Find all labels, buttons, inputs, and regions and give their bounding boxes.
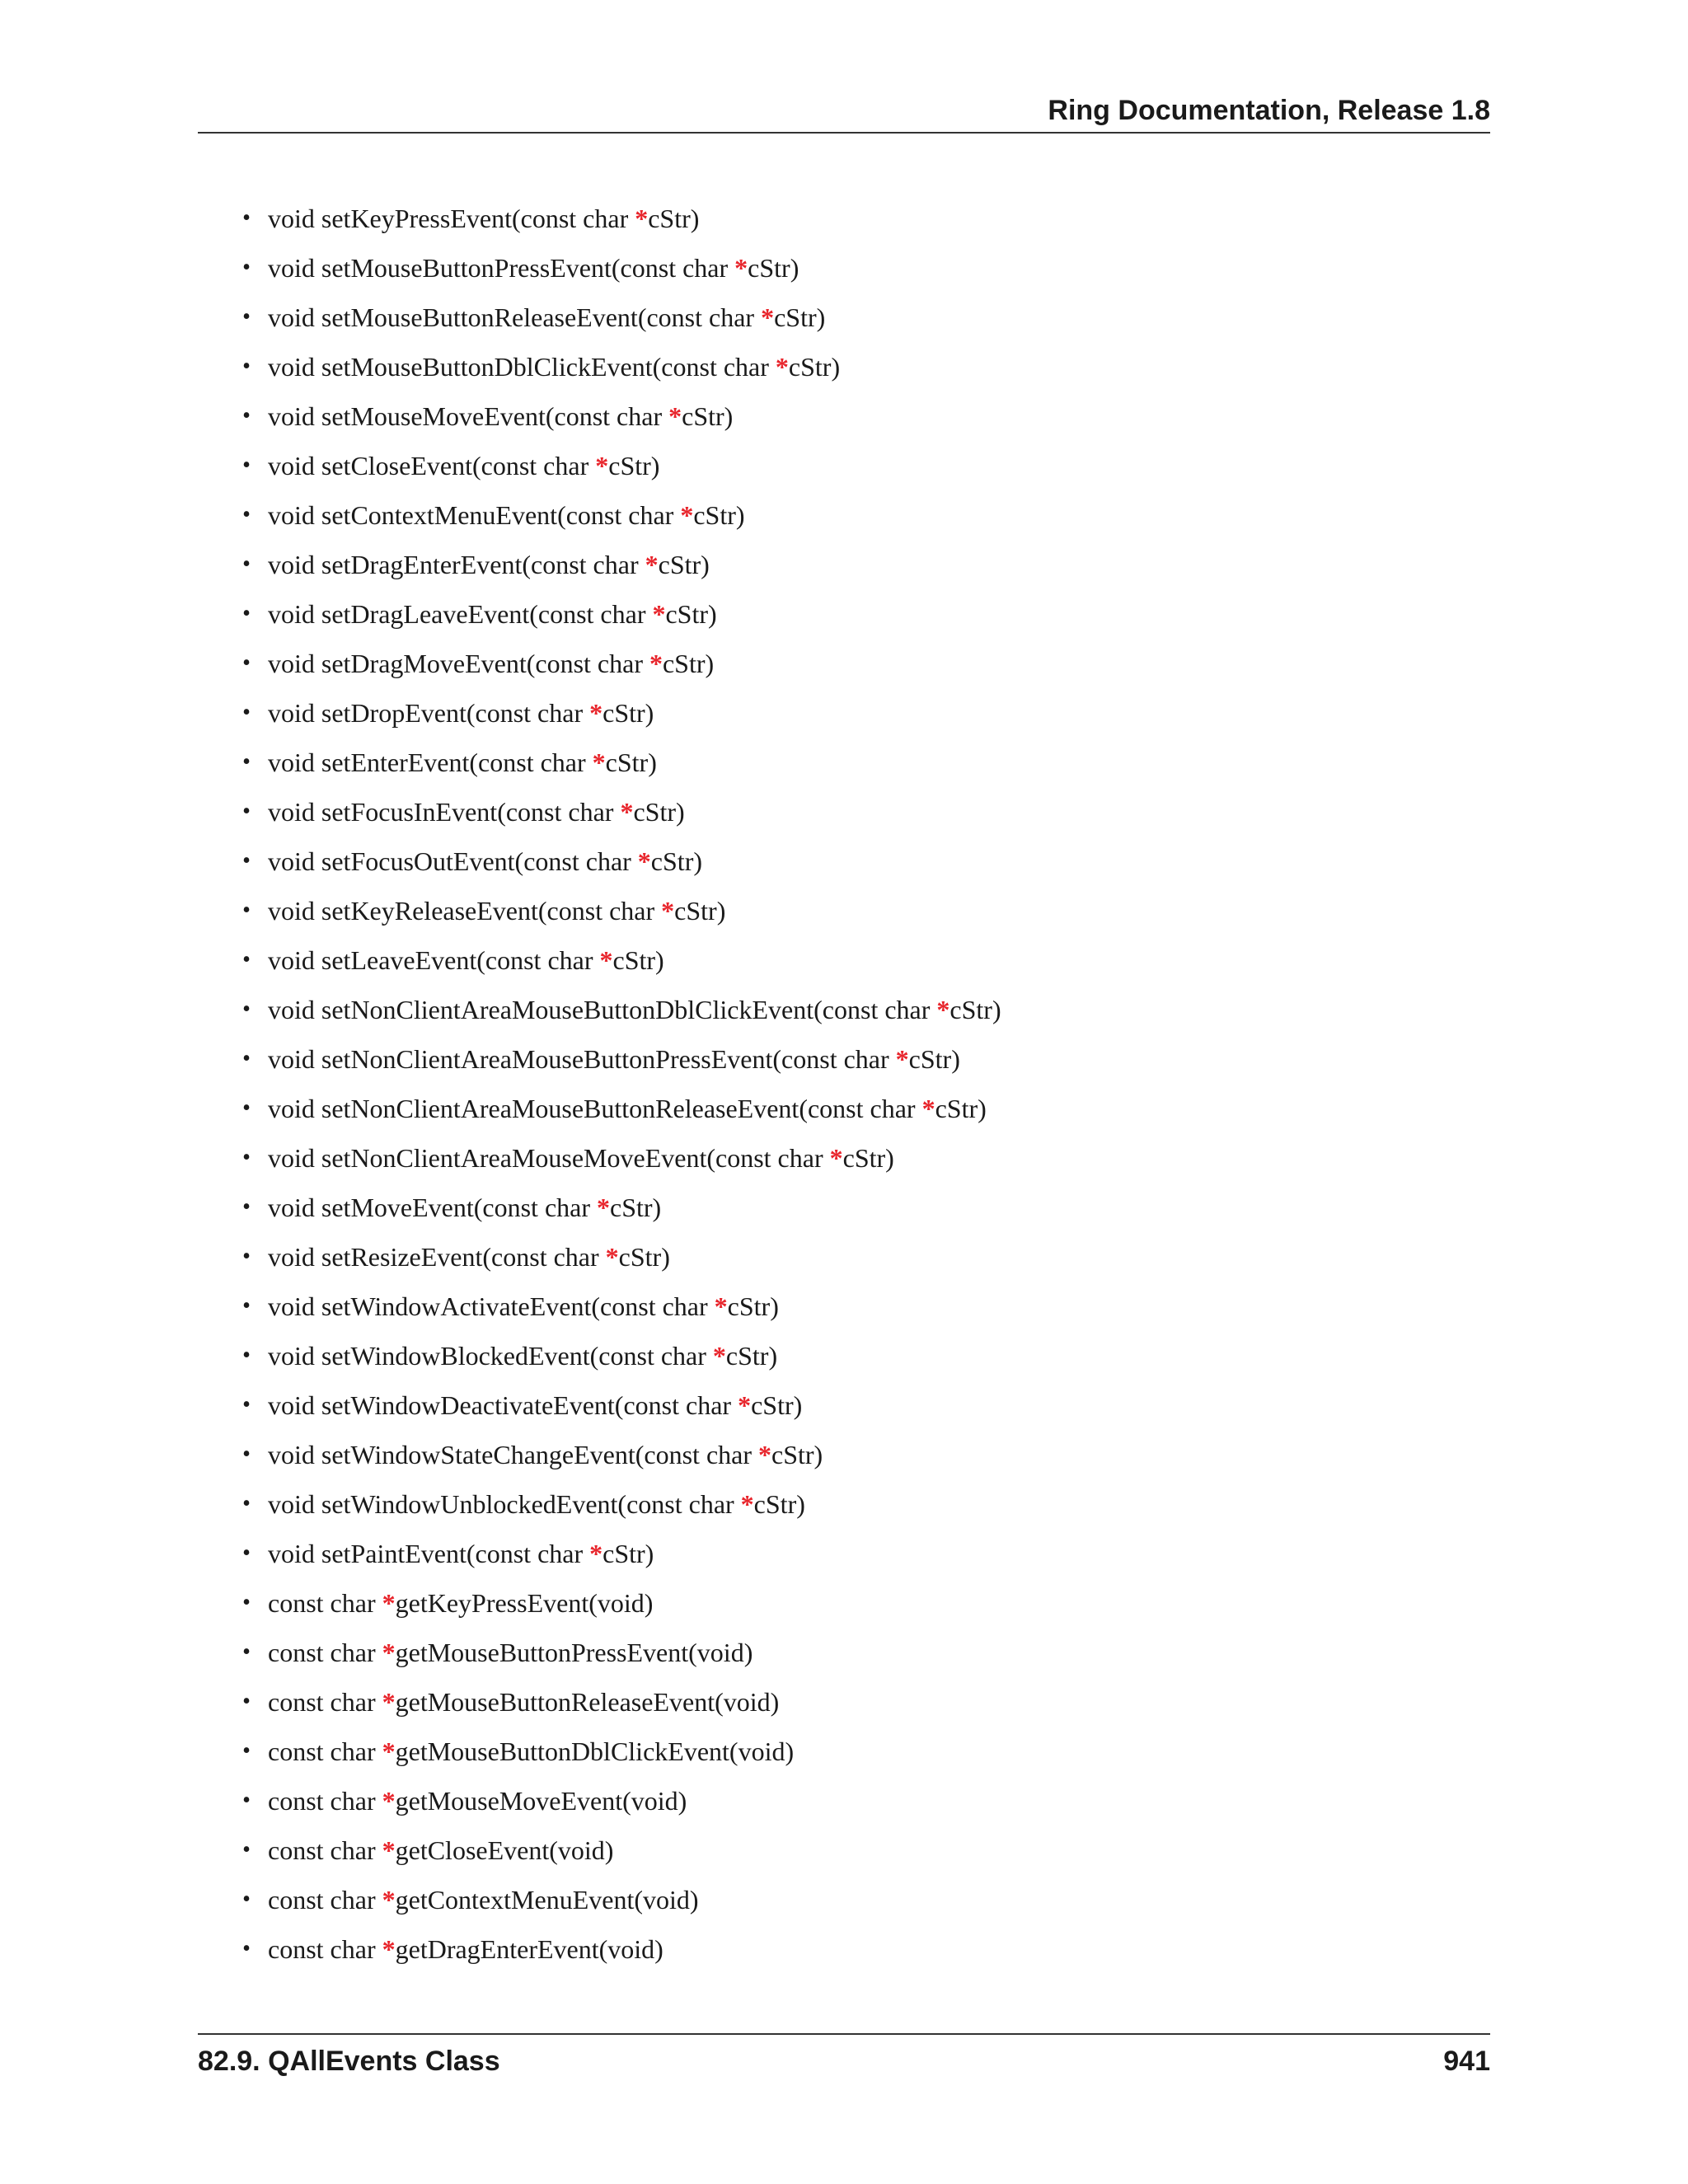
bullet-icon: •	[242, 1441, 251, 1467]
method-signature	[268, 639, 714, 688]
bullet-icon: •	[242, 354, 251, 379]
method-signature	[268, 1232, 670, 1282]
pointer-star: *	[761, 302, 775, 332]
pointer-star: *	[382, 1885, 396, 1915]
bullet-icon: •	[242, 1689, 251, 1714]
list-item	[239, 1034, 1475, 1084]
list-item	[239, 1380, 1475, 1430]
list-item	[239, 1776, 1475, 1825]
pointer-star: *	[382, 1588, 396, 1618]
method-list	[239, 194, 1475, 1974]
method-signature	[268, 1084, 987, 1133]
list-item	[239, 985, 1475, 1034]
signature-prefix: const char	[268, 1885, 382, 1915]
pointer-star: *	[645, 550, 659, 579]
method-signature	[268, 1133, 894, 1183]
pointer-star: *	[382, 1687, 396, 1717]
signature-suffix: cStr)	[648, 204, 700, 233]
signature-suffix: cStr)	[908, 1044, 960, 1074]
pointer-star: *	[382, 1786, 396, 1816]
list-item	[239, 1677, 1475, 1727]
signature-suffix: getMouseButtonDblClickEvent(void)	[395, 1736, 795, 1766]
method-signature	[268, 1479, 805, 1529]
pointer-star: *	[620, 797, 634, 827]
method-signature	[268, 490, 745, 540]
signature-prefix: void setDragEnterEvent(const char	[268, 550, 645, 579]
signature-suffix: getMouseButtonReleaseEvent(void)	[395, 1687, 780, 1717]
signature-suffix: cStr)	[774, 302, 826, 332]
bullet-icon: •	[242, 1392, 251, 1418]
list-item	[239, 1183, 1475, 1232]
signature-suffix: cStr)	[603, 1539, 654, 1568]
section-title: 82.9. QAllEvents Class	[198, 2046, 500, 2077]
signature-prefix: const char	[268, 1934, 382, 1964]
pointer-star: *	[734, 253, 748, 283]
bullet-icon: •	[242, 1293, 251, 1319]
pointer-star: *	[652, 599, 666, 629]
signature-prefix: const char	[268, 1736, 382, 1766]
pointer-star: *	[595, 451, 609, 480]
pointer-star: *	[637, 846, 651, 876]
method-signature	[268, 243, 799, 293]
signature-suffix: cStr)	[682, 401, 734, 431]
list-item	[239, 490, 1475, 540]
signature-suffix: cStr)	[633, 797, 685, 827]
list-item	[239, 935, 1475, 985]
method-signature	[268, 1380, 802, 1430]
pointer-star: *	[714, 1291, 728, 1321]
list-item	[239, 243, 1475, 293]
method-signature	[268, 787, 685, 837]
signature-suffix: cStr)	[605, 748, 657, 777]
bullet-icon: •	[242, 452, 251, 478]
list-item	[239, 738, 1475, 787]
bullet-icon: •	[242, 1738, 251, 1764]
method-signature	[268, 1331, 777, 1380]
signature-suffix: getContextMenuEvent(void)	[395, 1885, 699, 1915]
list-item	[239, 391, 1475, 441]
bullet-icon: •	[242, 1095, 251, 1121]
list-item	[239, 1232, 1475, 1282]
signature-suffix: cStr)	[950, 995, 1001, 1024]
method-signature	[268, 441, 659, 490]
signature-prefix: void setResizeEvent(const char	[268, 1242, 606, 1272]
signature-suffix: cStr)	[618, 1242, 670, 1272]
bullet-icon: •	[242, 947, 251, 972]
bullet-icon: •	[242, 898, 251, 923]
pointer-star: *	[382, 1736, 396, 1766]
page-header	[198, 92, 1490, 134]
signature-prefix: void setCloseEvent(const char	[268, 451, 596, 480]
signature-prefix: void setContextMenuEvent(const char	[268, 500, 681, 530]
bullet-icon: •	[242, 1936, 251, 1961]
signature-suffix: cStr)	[665, 599, 717, 629]
list-item	[239, 1430, 1475, 1479]
method-signature	[268, 540, 710, 589]
pointer-star: *	[661, 896, 675, 926]
bullet-icon: •	[242, 996, 251, 1022]
bullet-icon: •	[242, 749, 251, 775]
bullet-icon: •	[242, 700, 251, 725]
method-signature	[268, 194, 699, 243]
document-title: Ring Documentation, Release 1.8	[1048, 95, 1490, 126]
signature-suffix: getCloseEvent(void)	[395, 1835, 614, 1865]
pointer-star: *	[649, 649, 663, 678]
method-signature	[268, 1430, 823, 1479]
method-signature	[268, 1727, 794, 1776]
signature-suffix: cStr)	[751, 1390, 803, 1420]
list-item	[239, 1282, 1475, 1331]
bullet-icon: •	[242, 848, 251, 874]
signature-prefix: void setFocusInEvent(const char	[268, 797, 621, 827]
pointer-star: *	[829, 1143, 843, 1173]
signature-prefix: void setNonClientAreaMouseButtonDblClickEvent(const char	[268, 995, 937, 1024]
method-signature	[268, 935, 664, 985]
signature-suffix: cStr)	[788, 352, 841, 382]
pointer-star: *	[758, 1440, 771, 1469]
method-signature	[268, 886, 725, 935]
list-item	[239, 194, 1475, 243]
signature-suffix: cStr)	[603, 698, 654, 728]
bullet-icon: •	[242, 1590, 251, 1615]
method-signature	[268, 985, 1001, 1034]
bullet-icon: •	[242, 205, 251, 231]
bullet-icon: •	[242, 403, 251, 429]
signature-suffix: cStr)	[753, 1489, 805, 1519]
method-signature	[268, 1825, 613, 1875]
list-item	[239, 1133, 1475, 1183]
method-signature	[268, 1677, 779, 1727]
method-signature	[268, 1034, 960, 1084]
signature-prefix: const char	[268, 1638, 382, 1667]
bullet-icon: •	[242, 551, 251, 577]
signature-suffix: cStr)	[662, 649, 715, 678]
method-signature	[268, 1183, 661, 1232]
pointer-star: *	[592, 748, 606, 777]
signature-suffix: cStr)	[771, 1440, 823, 1469]
signature-suffix: getMouseButtonPressEvent(void)	[395, 1638, 753, 1667]
method-signature	[268, 342, 840, 391]
method-signature	[268, 738, 657, 787]
list-item	[239, 837, 1475, 886]
bullet-icon: •	[242, 1343, 251, 1368]
signature-prefix: const char	[268, 1786, 382, 1816]
list-item	[239, 589, 1475, 639]
pointer-star: *	[382, 1835, 396, 1865]
signature-prefix: void setWindowBlockedEvent(const char	[268, 1341, 713, 1371]
pointer-star: *	[599, 945, 613, 975]
signature-prefix: void setMouseButtonDblClickEvent(const char	[268, 352, 776, 382]
signature-prefix: void setMouseButtonPressEvent(const char	[268, 253, 735, 283]
method-signature	[268, 293, 825, 342]
list-item	[239, 1628, 1475, 1677]
signature-prefix: const char	[268, 1588, 382, 1618]
signature-suffix: cStr)	[608, 451, 660, 480]
pointer-star: *	[589, 698, 603, 728]
signature-suffix: getDragEnterEvent(void)	[395, 1934, 663, 1964]
signature-prefix: void setLeaveEvent(const char	[268, 945, 600, 975]
method-signature	[268, 1924, 663, 1974]
signature-prefix: const char	[268, 1835, 382, 1865]
signature-prefix: void setNonClientAreaMouseMoveEvent(const char	[268, 1143, 830, 1173]
bullet-icon: •	[242, 1540, 251, 1566]
method-signature	[268, 1628, 753, 1677]
page-footer	[198, 2033, 1490, 2081]
pointer-star: *	[382, 1934, 396, 1964]
signature-prefix: void setWindowActivateEvent(const char	[268, 1291, 715, 1321]
bullet-icon: •	[242, 1244, 251, 1269]
signature-suffix: cStr)	[748, 253, 799, 283]
signature-suffix: cStr)	[842, 1143, 894, 1173]
bullet-icon: •	[242, 650, 251, 676]
method-signature	[268, 1529, 654, 1578]
list-item	[239, 441, 1475, 490]
bullet-icon: •	[242, 1639, 251, 1665]
signature-suffix: cStr)	[727, 1291, 779, 1321]
list-item	[239, 688, 1475, 738]
signature-prefix: void setDragMoveEvent(const char	[268, 649, 649, 678]
method-signature	[268, 1578, 653, 1628]
signature-prefix: void setWindowUnblockedEvent(const char	[268, 1489, 741, 1519]
bullet-icon: •	[242, 1788, 251, 1813]
bullet-icon: •	[242, 1491, 251, 1516]
signature-suffix: cStr)	[935, 1094, 987, 1123]
pointer-star: *	[921, 1094, 935, 1123]
pointer-star: *	[597, 1193, 610, 1222]
pointer-star: *	[605, 1242, 619, 1272]
signature-suffix: getMouseMoveEvent(void)	[395, 1786, 687, 1816]
list-item	[239, 1331, 1475, 1380]
signature-prefix: void setNonClientAreaMouseButtonReleaseEvent(const char	[268, 1094, 922, 1123]
list-item	[239, 886, 1475, 935]
method-signature	[268, 688, 654, 738]
list-item	[239, 1924, 1475, 1974]
method-signature	[268, 1282, 779, 1331]
bullet-icon: •	[242, 1886, 251, 1912]
signature-prefix: void setMouseButtonReleaseEvent(const char	[268, 302, 762, 332]
list-item	[239, 540, 1475, 589]
signature-prefix: void setPaintEvent(const char	[268, 1539, 590, 1568]
bullet-icon: •	[242, 1145, 251, 1170]
signature-prefix: void setEnterEvent(const char	[268, 748, 593, 777]
signature-prefix: const char	[268, 1687, 382, 1717]
signature-prefix: void setDropEvent(const char	[268, 698, 590, 728]
signature-prefix: void setKeyPressEvent(const char	[268, 204, 635, 233]
signature-suffix: cStr)	[650, 846, 702, 876]
list-item	[239, 1727, 1475, 1776]
signature-suffix: getKeyPressEvent(void)	[395, 1588, 654, 1618]
signature-suffix: cStr)	[674, 896, 726, 926]
signature-prefix: void setKeyReleaseEvent(const char	[268, 896, 662, 926]
pointer-star: *	[668, 401, 682, 431]
list-item	[239, 639, 1475, 688]
bullet-icon: •	[242, 255, 251, 280]
pointer-star: *	[895, 1044, 909, 1074]
signature-prefix: void setWindowStateChangeEvent(const char	[268, 1440, 758, 1469]
list-item	[239, 1084, 1475, 1133]
pointer-star: *	[775, 352, 789, 382]
bullet-icon: •	[242, 601, 251, 626]
list-item	[239, 1825, 1475, 1875]
pointer-star: *	[712, 1341, 726, 1371]
pointer-star: *	[740, 1489, 754, 1519]
pointer-star: *	[589, 1539, 603, 1568]
signature-suffix: cStr)	[658, 550, 710, 579]
bullet-icon: •	[242, 502, 251, 527]
list-item	[239, 1578, 1475, 1628]
page-number: 941	[1443, 2046, 1490, 2077]
method-signature	[268, 1875, 699, 1924]
bullet-icon: •	[242, 304, 251, 330]
method-signature	[268, 391, 733, 441]
pointer-star: *	[382, 1638, 396, 1667]
signature-prefix: void setMoveEvent(const char	[268, 1193, 597, 1222]
list-item	[239, 787, 1475, 837]
method-signature	[268, 1776, 687, 1825]
list-item	[239, 293, 1475, 342]
signature-suffix: cStr)	[693, 500, 745, 530]
bullet-icon: •	[242, 1194, 251, 1220]
bullet-icon: •	[242, 1046, 251, 1071]
signature-prefix: void setNonClientAreaMouseButtonPressEvent(const char	[268, 1044, 896, 1074]
pointer-star: *	[635, 204, 649, 233]
list-item	[239, 342, 1475, 391]
pointer-star: *	[738, 1390, 752, 1420]
signature-prefix: void setFocusOutEvent(const char	[268, 846, 638, 876]
bullet-icon: •	[242, 799, 251, 824]
signature-prefix: void setMouseMoveEvent(const char	[268, 401, 669, 431]
signature-prefix: void setWindowDeactivateEvent(const char	[268, 1390, 738, 1420]
list-item	[239, 1479, 1475, 1529]
pointer-star: *	[680, 500, 694, 530]
signature-suffix: cStr)	[610, 1193, 662, 1222]
signature-suffix: cStr)	[612, 945, 664, 975]
method-signature	[268, 589, 717, 639]
list-item	[239, 1875, 1475, 1924]
method-signature	[268, 837, 702, 886]
signature-prefix: void setDragLeaveEvent(const char	[268, 599, 653, 629]
signature-suffix: cStr)	[725, 1341, 778, 1371]
bullet-icon: •	[242, 1837, 251, 1863]
list-item	[239, 1529, 1475, 1578]
pointer-star: *	[936, 995, 950, 1024]
